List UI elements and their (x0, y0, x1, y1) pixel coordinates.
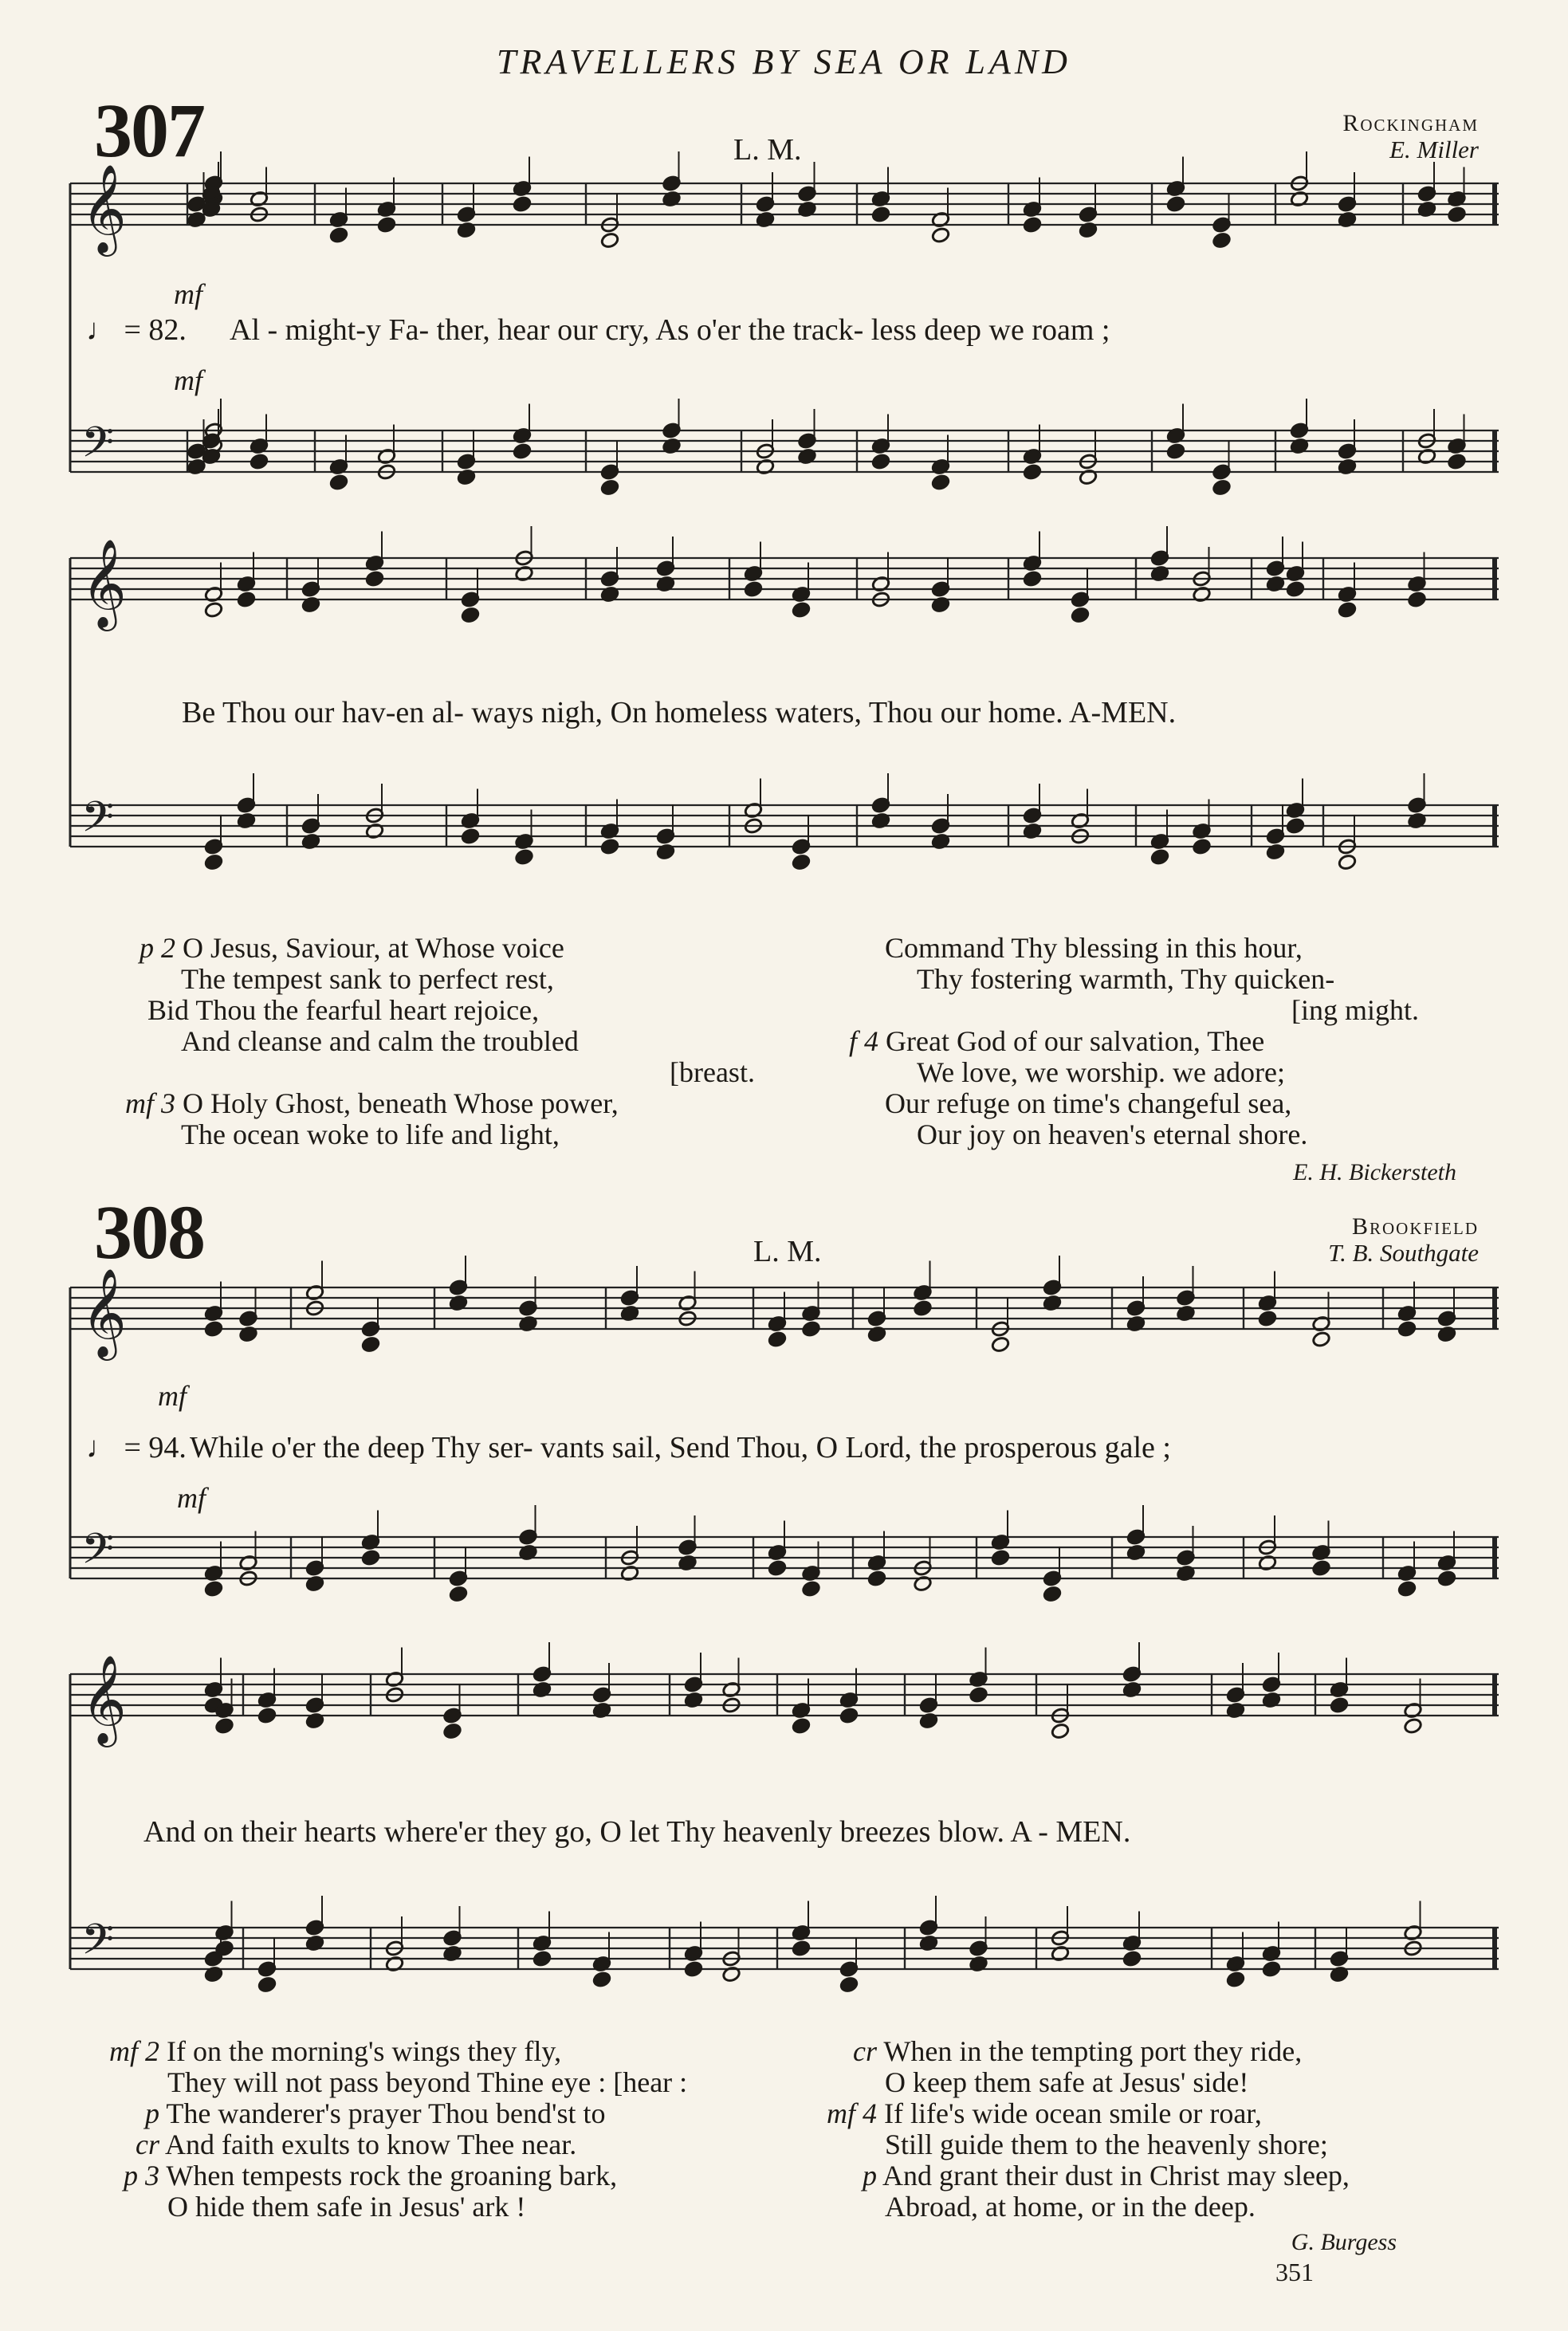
note-head (1226, 1971, 1245, 1987)
tempo-mark: ♩ = 94. (86, 1431, 187, 1464)
treble-clef-icon: 𝄞 (81, 1268, 127, 1357)
bass-staff (70, 1916, 1499, 1975)
note-head (257, 1976, 277, 1993)
hymn-number: 307 (94, 88, 204, 173)
note-head (839, 1976, 859, 1993)
verses-left: p 2 O Jesus, Saviour, at Whose voice The tempest sank to perfect rest, Bid Thou the fearful heart rejoice, And cleanse and calm the troubled [breast. mf 3 O Holy Ghost, beneath Whose power, The ocean woke to life and light, (125, 932, 755, 1150)
verses-right: Command Thy blessing in this hour, Thy fostering warmth, Thy quicken- [ing might. f 4 Great God of our salvation, Thee We love, we worship. we adore; Our refuge on time's changeful sea, Our joy on heaven's eternal shore. (848, 932, 1419, 1150)
note-head (801, 1320, 820, 1337)
lyrics-line: Be Thou our hav-en al- ways nigh, On homeless waters, Thou our home. A-MEN. (182, 696, 1177, 729)
note-head (1447, 453, 1466, 470)
note-head (1166, 442, 1185, 459)
note-head (1192, 838, 1211, 855)
note-head (744, 580, 763, 597)
note-head (991, 1549, 1010, 1566)
note-head (1023, 463, 1042, 480)
note-head (991, 1336, 1010, 1353)
note-head (361, 1549, 380, 1566)
note-head (442, 1723, 462, 1739)
bass-staff (70, 793, 1499, 852)
note-head (1262, 1960, 1281, 1977)
note-head (361, 1336, 380, 1353)
note-head (1023, 570, 1042, 587)
note-head (969, 1686, 988, 1703)
note-head (684, 1960, 703, 1977)
note-head (931, 226, 950, 243)
note-head (250, 453, 269, 470)
note-head (204, 601, 223, 618)
note-head (1437, 1570, 1456, 1586)
note-head (1338, 601, 1357, 618)
note-head (1122, 1950, 1142, 1967)
note-head (1397, 1320, 1417, 1337)
note-head (792, 854, 811, 871)
note-head (871, 453, 890, 470)
dynamic-mark: mf (158, 1380, 187, 1412)
composer: T. B. Southgate (1328, 1239, 1479, 1267)
note-head (768, 1331, 787, 1347)
note-head (532, 1950, 552, 1967)
note-head (1397, 1580, 1417, 1597)
lyrics-line: While o'er the deep Thy ser- vants sail, Send Thou, O Lord, the prosperous gale ; (190, 1431, 1171, 1464)
note-head (449, 1586, 468, 1602)
lyrics-line: Al - might-y Fa- ther, hear our cry, As o'er the track- less deep we roam ; (230, 313, 1110, 347)
note-head (237, 591, 256, 607)
note-head (867, 1570, 886, 1586)
dynamic-mark: mf (174, 278, 202, 310)
note-head (1043, 1586, 1062, 1602)
note-head (204, 1320, 223, 1337)
page-number: 351 (1275, 2258, 1314, 2286)
note-head (931, 474, 950, 490)
hymn-number: 308 (94, 1189, 204, 1275)
note-head (792, 1940, 811, 1956)
running-head: TRAVELLERS BY SEA OR LAND (497, 42, 1071, 81)
note-head (1407, 591, 1426, 607)
lyrics-line: And on their hearts where'er they go, O let Thy heavenly breezes blow. A - MEN. (143, 1815, 1131, 1849)
note-head (600, 838, 619, 855)
bass-clef-icon: 𝄢 (81, 419, 115, 478)
hymn-meter: L. M. (753, 1235, 822, 1268)
note-head (1166, 195, 1185, 212)
composer: E. Miller (1389, 136, 1479, 163)
note-head (792, 1717, 811, 1734)
treble-clef-icon: 𝄞 (81, 1654, 127, 1743)
note-head (329, 226, 348, 243)
verses-left: mf 2 If on the morning's wings they fly, They will not pass beyond Thine eye : [hear : p The wanderer's prayer Thou bend'st to cr And faith exults to know Thee near. p 3 When tempests rock the groaning bark, O hide them safe in Jesus' ark ! (109, 2035, 688, 2223)
note-head (1330, 1696, 1349, 1713)
bass-clef-icon: 𝄢 (81, 1525, 115, 1584)
note-head (1311, 1331, 1330, 1347)
note-head (514, 848, 533, 865)
verses-right: cr When in the tempting port they ride, O keep them safe at Jesus' side! mf 4 If life's wide ocean smile or roar, Still guide them to the heavenly shore; p And grant their dust in Christ may sleep, Abroad, at home, or in the deep. (827, 2035, 1350, 2223)
note-head (871, 206, 890, 222)
dynamic-mark: mf (174, 364, 202, 396)
note-head (1051, 1723, 1070, 1739)
tune-name: Rockingham (1342, 110, 1479, 136)
note-head (600, 479, 619, 496)
note-head (792, 601, 811, 618)
note-head (913, 1299, 932, 1316)
note-head (461, 607, 480, 623)
bass-clef-icon: 𝄢 (81, 1916, 115, 1975)
note-head (1212, 479, 1231, 496)
note-head (1338, 854, 1357, 871)
note-head (1286, 817, 1305, 834)
tempo-mark: ♩ = 82. (86, 313, 187, 347)
bass-staff (70, 419, 1499, 478)
note-head (1150, 848, 1169, 865)
note-head (204, 1580, 223, 1597)
note-head (214, 1717, 234, 1734)
note-head (1286, 580, 1305, 597)
note-head (1311, 1559, 1330, 1576)
note-head (1447, 206, 1466, 222)
quarter-note-icon: ♩ (86, 1431, 116, 1464)
note-head (1023, 216, 1042, 233)
note-head (801, 1580, 820, 1597)
note-head (1071, 607, 1090, 623)
note-head (365, 570, 384, 587)
note-head (768, 1559, 787, 1576)
note-head (329, 474, 348, 490)
quarter-note-icon: ♩ (86, 313, 116, 347)
author: G. Burgess (1291, 2229, 1397, 2255)
hymn-meter: L. M. (733, 133, 802, 167)
note-head (592, 1971, 611, 1987)
treble-staff (70, 1654, 1499, 1969)
author: E. H. Bickersteth (1293, 1159, 1456, 1185)
note-head (1212, 232, 1231, 249)
dynamic-mark: mf (177, 1482, 206, 1514)
note-head (1403, 1717, 1422, 1734)
note-head (839, 1707, 859, 1724)
note-head (461, 827, 480, 844)
note-head (600, 232, 619, 249)
treble-clef-icon: 𝄞 (81, 538, 127, 627)
note-head (513, 442, 532, 459)
note-head (204, 854, 223, 871)
note-head (257, 1707, 277, 1724)
treble-clef-icon: 𝄞 (81, 163, 127, 253)
note-head (377, 216, 396, 233)
note-head (513, 195, 532, 212)
treble-staff (70, 538, 1499, 847)
tune-name: Brookfield (1351, 1213, 1479, 1240)
note-head (1258, 1310, 1277, 1327)
bass-clef-icon: 𝄢 (81, 793, 115, 852)
